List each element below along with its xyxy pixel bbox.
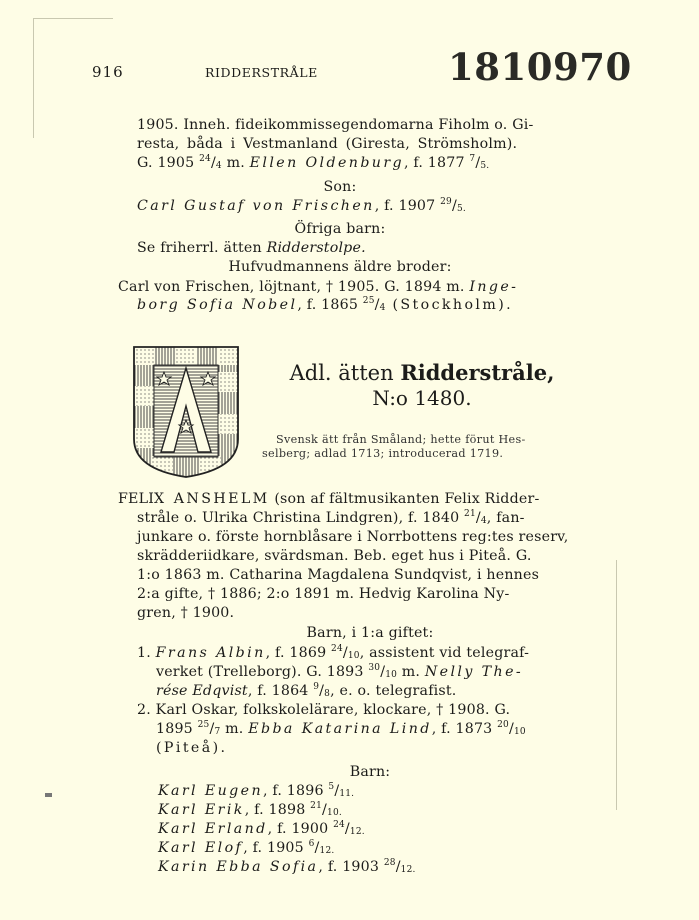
person-name: Frans Albin: [155, 645, 266, 661]
person-name: Karl Erland: [158, 821, 268, 837]
page-number: 916: [92, 63, 124, 81]
section-heading-children: Barn, i 1:a giftet:: [306, 625, 434, 641]
scan-margin-right: [616, 560, 617, 810]
family-name: Ridderstråle,: [400, 360, 555, 385]
stamp-number: 1810970: [448, 45, 632, 89]
section-heading-grandchildren: Barn:: [349, 764, 391, 780]
text-line: skrädderiidkare, svärdsman. Beb. eget hus i Piteå. G.: [137, 548, 532, 564]
family-number: N:o 1480.: [372, 386, 472, 410]
text-line: 2:a gifte, † 1886; 2:o 1891 m. Hedvig Karolina Ny-: [137, 586, 510, 602]
family-description: Svensk ätt från Småland; hette förut Hes-: [276, 433, 526, 446]
section-heading-elder-brother: Hufvudmannens äldre broder:: [228, 259, 452, 275]
text-line: Carl Gustaf von Frischen, f. 1907 $^{29}/_{5.}$: [137, 197, 466, 214]
text-line: 1:o 1863 m. Catharina Magdalena Sundqvist, i hennes: [137, 567, 540, 583]
spouse-name: rése Edqvist: [156, 683, 248, 699]
list-item: Karl Erik, f. 1898 $^{21}/_{10.}$: [158, 801, 342, 818]
text-line: rése Edqvist, f. 1864 $^9/_8$, e. o. telegrafist.: [156, 682, 457, 699]
list-item: Karl Eugen, f. 1896 $^5/_{11.}$: [158, 782, 355, 799]
cross-reference: Ridderstolpe.: [266, 240, 366, 256]
text-line: 1895 $^{25}/_7$ m. Ebba Katarina Lind, f. 1873 $^{20}/_{10}$: [156, 720, 526, 737]
scan-margin-left: [33, 18, 34, 138]
text-line: stråle o. Ulrika Christina Lindgren), f. 1840 $^{21}/_4$, fan-: [137, 509, 525, 526]
person-name-second: ANSHELM: [173, 491, 270, 507]
list-item: Karin Ebba Sofia, f. 1903 $^{28}/_{12.}$: [158, 858, 416, 875]
text-line: Carl von Frischen, löjtnant, † 1905. G. 1894 m. Inge-: [118, 279, 519, 295]
family-description: selberg; adlad 1713; introducerad 1719.: [262, 447, 504, 460]
person-name-first: FELIX: [118, 491, 165, 507]
list-item: 1. Frans Albin, f. 1869 $^{24}/_{10}$, assistent vid telegraf-: [137, 644, 530, 661]
spouse-name: Ellen Oldenburg: [249, 155, 404, 171]
person-name: Carl Gustaf von Frischen: [137, 198, 375, 214]
running-head: RIDDERSTRÅLE: [205, 65, 318, 80]
text-line: gren, † 1900.: [137, 605, 235, 621]
spouse-name: Nelly The-: [424, 664, 524, 680]
text-line: (Piteå).: [156, 740, 228, 756]
scan-margin-top: [33, 18, 113, 19]
text-line: 1905. Inneh. fideikommissegendomarna Fiholm o. Gi-: [137, 117, 534, 133]
spouse-name: borg Sofia Nobel: [137, 297, 298, 313]
text-line: junkare o. förste hornblåsare i Norrbottens reg:tes reserv,: [137, 529, 569, 545]
text-line: borg Sofia Nobel, f. 1865 $^{25}/_4$ (Stockholm).: [137, 296, 514, 313]
text-line: G. 1905 $^{24}/_4$ m. Ellen Oldenburg, f. 1877 $^7/_{5.}$: [137, 154, 490, 171]
person-name: Karl Eugen: [158, 783, 263, 799]
list-item: Karl Elof, f. 1905 $^6/_{12.}$: [158, 839, 335, 856]
text-line: verket (Trelleborg). G. 1893 $^{30}/_{10}$ m. Nelly The-: [156, 663, 524, 680]
person-name: Karl Erik: [158, 802, 245, 818]
text-line: FELIX ANSHELM (son af fältmusikanten Felix Ridder-: [118, 491, 540, 507]
list-item: 2. Karl Oskar, folkskolelärare, klockare, † 1908. G.: [137, 702, 511, 718]
section-heading-son: Son:: [323, 179, 357, 195]
family-title: Adl. ätten Ridderstråle,: [289, 360, 555, 385]
ink-speck: [45, 793, 52, 797]
text-line: Se friherrl. ätten Ridderstolpe.: [137, 240, 366, 256]
coat-of-arms-icon: [131, 344, 241, 480]
list-item: Karl Erland, f. 1900 $^{24}/_{12.}$: [158, 820, 365, 837]
spouse-name: Ebba Katarina Lind: [248, 721, 432, 737]
person-name: Karl Elof: [158, 840, 244, 856]
text-line: resta, båda i Vestmanland (Giresta, Strömsholm).: [137, 136, 518, 152]
person-name: Karin Ebba Sofia: [158, 859, 319, 875]
section-heading-other-children: Öfriga barn:: [294, 221, 386, 237]
